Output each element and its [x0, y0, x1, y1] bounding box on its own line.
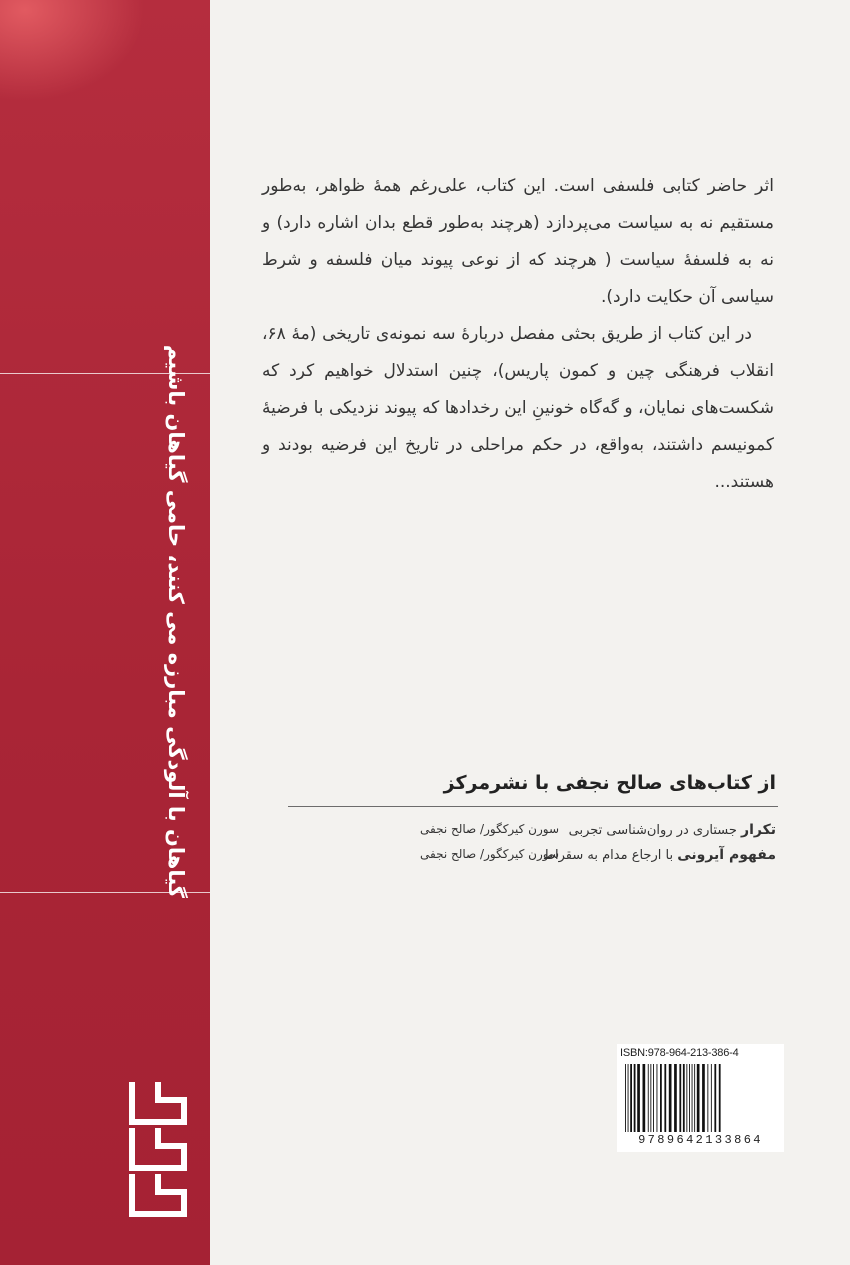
barcode-bar — [660, 1064, 662, 1132]
book-title-subtitle: جستاری در روان‌شناسی تجربی — [568, 823, 742, 838]
nashr-e-markaz-logo-icon — [128, 1080, 188, 1218]
barcode-bar — [719, 1064, 721, 1132]
book-title-main: تکرار — [741, 822, 776, 838]
spine-title: گیاهان با آلودگی مبارزه می کنند، حامی گیاهان باشیم — [164, 344, 188, 898]
barcode-bar — [669, 1064, 672, 1132]
barcode-bar — [648, 1064, 649, 1132]
barcode-bar — [625, 1064, 626, 1132]
barcode-bar — [692, 1064, 693, 1132]
barcode-bar — [653, 1064, 654, 1132]
barcode-bar — [674, 1064, 677, 1132]
barcode-bar — [707, 1064, 708, 1132]
book-title-main: مفهوم آیرونی — [677, 847, 776, 863]
book-title-subtitle: با ارجاع مدام به سقراط — [543, 848, 678, 863]
book-title — [569, 822, 776, 838]
other-books-heading: از کتاب‌های صالح نجفی با نشرمرکز — [443, 772, 776, 794]
barcode-bar — [664, 1064, 666, 1132]
barcode-bar — [711, 1064, 712, 1132]
barcode-bar — [634, 1064, 636, 1132]
barcode-digits: 9789642133864 — [638, 1133, 763, 1147]
barcode-bars — [623, 1064, 779, 1132]
barcode-bar — [697, 1064, 700, 1132]
book-authors: سورن کیرکگور/ صالح نجفی — [420, 822, 560, 836]
barcode-bar — [714, 1064, 716, 1132]
barcode-bar — [657, 1064, 658, 1132]
barcode-bar — [628, 1064, 629, 1132]
barcode-bar — [643, 1064, 646, 1132]
description-paragraph-1: اثر حاضر کتابی فلسفی است. این کتاب، علی‌رغم همهٔ ظواهر، به‌طور مستقیم نه به سیاست می‌پردازد (هرچند به‌طور قطع بدان اشاره دارد) و نه به فلسفهٔ سیاست ( هرچند که از نوعی پیوند میان فلسفه و شرط سیاسی آن حکایت دارد). — [262, 176, 774, 307]
barcode-bar — [630, 1064, 632, 1132]
book-item — [410, 822, 776, 844]
barcode-bar — [637, 1064, 640, 1132]
book-spine — [0, 0, 210, 1265]
book-item — [410, 847, 776, 869]
barcode-bar — [650, 1064, 651, 1132]
description-paragraph-2: در این کتاب از طریق بحثی مفصل دربارهٔ سه نمونه‌ی تاریخی (مهٔ ۶۸، انقلاب فرهنگی چین و کمون پاریس)، چنین استدلال خواهیم کرد که شکست‌های نمایان، و گه‌گاه خونینِ این رخدادها که پیوند نزدیکی با فرضیهٔ کمونیسم داشتند، به‌واقع، در حکم مراحلی در تاریخ این فرضیه بودند و هستند... — [262, 324, 774, 492]
back-cover-description — [262, 168, 774, 501]
barcode-bar — [686, 1064, 687, 1132]
book-title — [543, 847, 776, 863]
heading-divider — [288, 806, 778, 807]
isbn-label: ISBN:978-964-213-386-4 — [620, 1047, 739, 1059]
barcode-bar — [683, 1064, 685, 1132]
book-authors: سورن کیرکگور/ صالح نجفی — [420, 847, 560, 861]
barcode-bar — [694, 1064, 695, 1132]
isbn-barcode — [617, 1044, 784, 1152]
barcode-bar — [679, 1064, 681, 1132]
barcode-bar — [689, 1064, 690, 1132]
barcode-bar — [702, 1064, 705, 1132]
